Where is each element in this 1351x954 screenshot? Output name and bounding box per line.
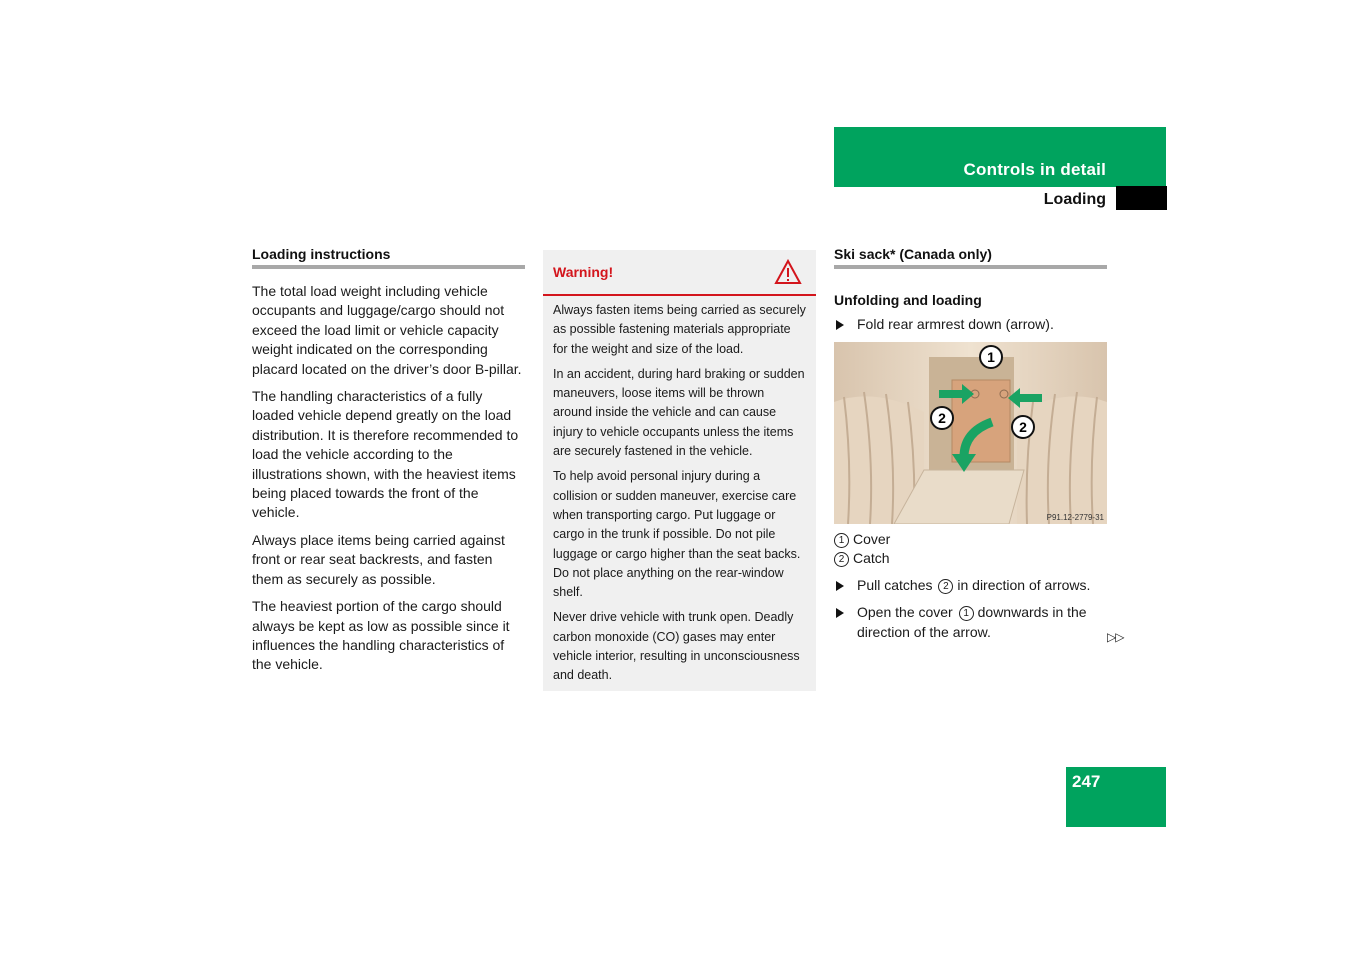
step-text: Open the cover <box>857 604 953 621</box>
bullet-arrow-icon <box>836 581 844 591</box>
step-text: Fold rear armrest down (arrow). <box>857 316 1054 332</box>
bullet-arrow-icon <box>836 608 844 618</box>
bullet-arrow-icon <box>836 320 844 330</box>
legend-item-cover <box>834 530 1107 549</box>
image-code: P91.12-2779-31 <box>1046 512 1104 522</box>
warning-header <box>543 250 816 296</box>
loading-instructions-column <box>252 246 525 683</box>
warning-paragraph: In an accident, during hard braking or sudden maneuvers, loose items will be thrown around inside the vehicle and can cause injury to vehicle occupants unless the items are securely fastened in the vehicle. <box>553 366 805 459</box>
svg-text:2: 2 <box>938 409 946 426</box>
ski-sack-column <box>834 246 1107 642</box>
svg-text:2: 2 <box>1019 418 1027 435</box>
callout-marker <box>931 407 953 429</box>
legend-text: Catch <box>853 549 890 566</box>
armrest-illustration <box>834 342 1107 524</box>
page-number-block <box>1066 767 1166 827</box>
warning-label: Warning! <box>553 264 614 280</box>
paragraph: The handling characteristics of a fully loaded vehicle depend greatly on the load distribution. It is therefore recommended to load the vehicle according to the illustrations shown, with the heaviest items being placed towards the front of the vehicle. <box>252 388 519 521</box>
inline-number: 2 <box>938 579 953 594</box>
title-rule <box>252 265 525 269</box>
step-text: Pull catches <box>857 576 933 593</box>
step-open-cover <box>834 603 1107 642</box>
continued-icon: ▷▷ <box>1107 630 1124 644</box>
warning-paragraph: Always fasten items being carried as securely as possible fastening materials appropriate for the weight and size of the load. <box>553 303 806 356</box>
warning-box <box>543 250 816 691</box>
unfolding-subtitle: Unfolding and loading <box>834 292 982 308</box>
ski-sack-title: Ski sack* (Canada only) <box>834 246 992 262</box>
header-band <box>834 127 1166 187</box>
svg-text:1: 1 <box>987 348 995 365</box>
section-marker <box>1116 186 1167 210</box>
step-fold-armrest <box>834 315 1107 335</box>
inline-number: 1 <box>959 606 974 621</box>
warning-paragraph: Never drive vehicle with trunk open. Deadly carbon monoxide (CO) gases may enter vehicle interior, resulting in unconsciousness and death. <box>553 610 800 683</box>
legend-number: 1 <box>834 533 849 548</box>
paragraph: The heaviest portion of the cargo should always be kept as low as possible since it influences the handling characteristics of the vehicle. <box>252 598 510 673</box>
callout-marker <box>1012 416 1034 438</box>
legend-item-catch <box>834 549 1107 568</box>
chapter-title: Controls in detail <box>963 160 1106 179</box>
step-pull-catches <box>834 576 1107 596</box>
paragraph: The total load weight including vehicle occupants and luggage/cargo should not exceed the load limit or vehicle capacity weight indicated on the corresponding placard located on the driver’s door B-pillar. <box>252 283 522 377</box>
warning-triangle-icon <box>774 259 802 285</box>
section-title: Loading <box>1043 191 1106 208</box>
title-rule <box>834 265 1107 269</box>
step-text: downwards in the direction of the arrow. <box>857 604 1087 640</box>
legend-number: 2 <box>834 552 849 567</box>
callout-marker <box>980 346 1002 368</box>
warning-paragraph: To help avoid personal injury during a collision or sudden maneuver, exercise care when transporting cargo. Put luggage or cargo in the trunk if possible. Do not pile luggage or cargo higher than the seat backs. Do not place anything on the rear-window shelf. <box>553 469 801 600</box>
paragraph: Always place items being carried against front or rear seat backrests, and fasten them as securely as possible. <box>252 531 505 587</box>
loading-instructions-title: Loading instructions <box>252 246 391 262</box>
legend-text: Cover <box>853 530 891 547</box>
step-text: in direction of arrows. <box>957 576 1091 593</box>
page-number: 247 <box>1072 772 1101 791</box>
